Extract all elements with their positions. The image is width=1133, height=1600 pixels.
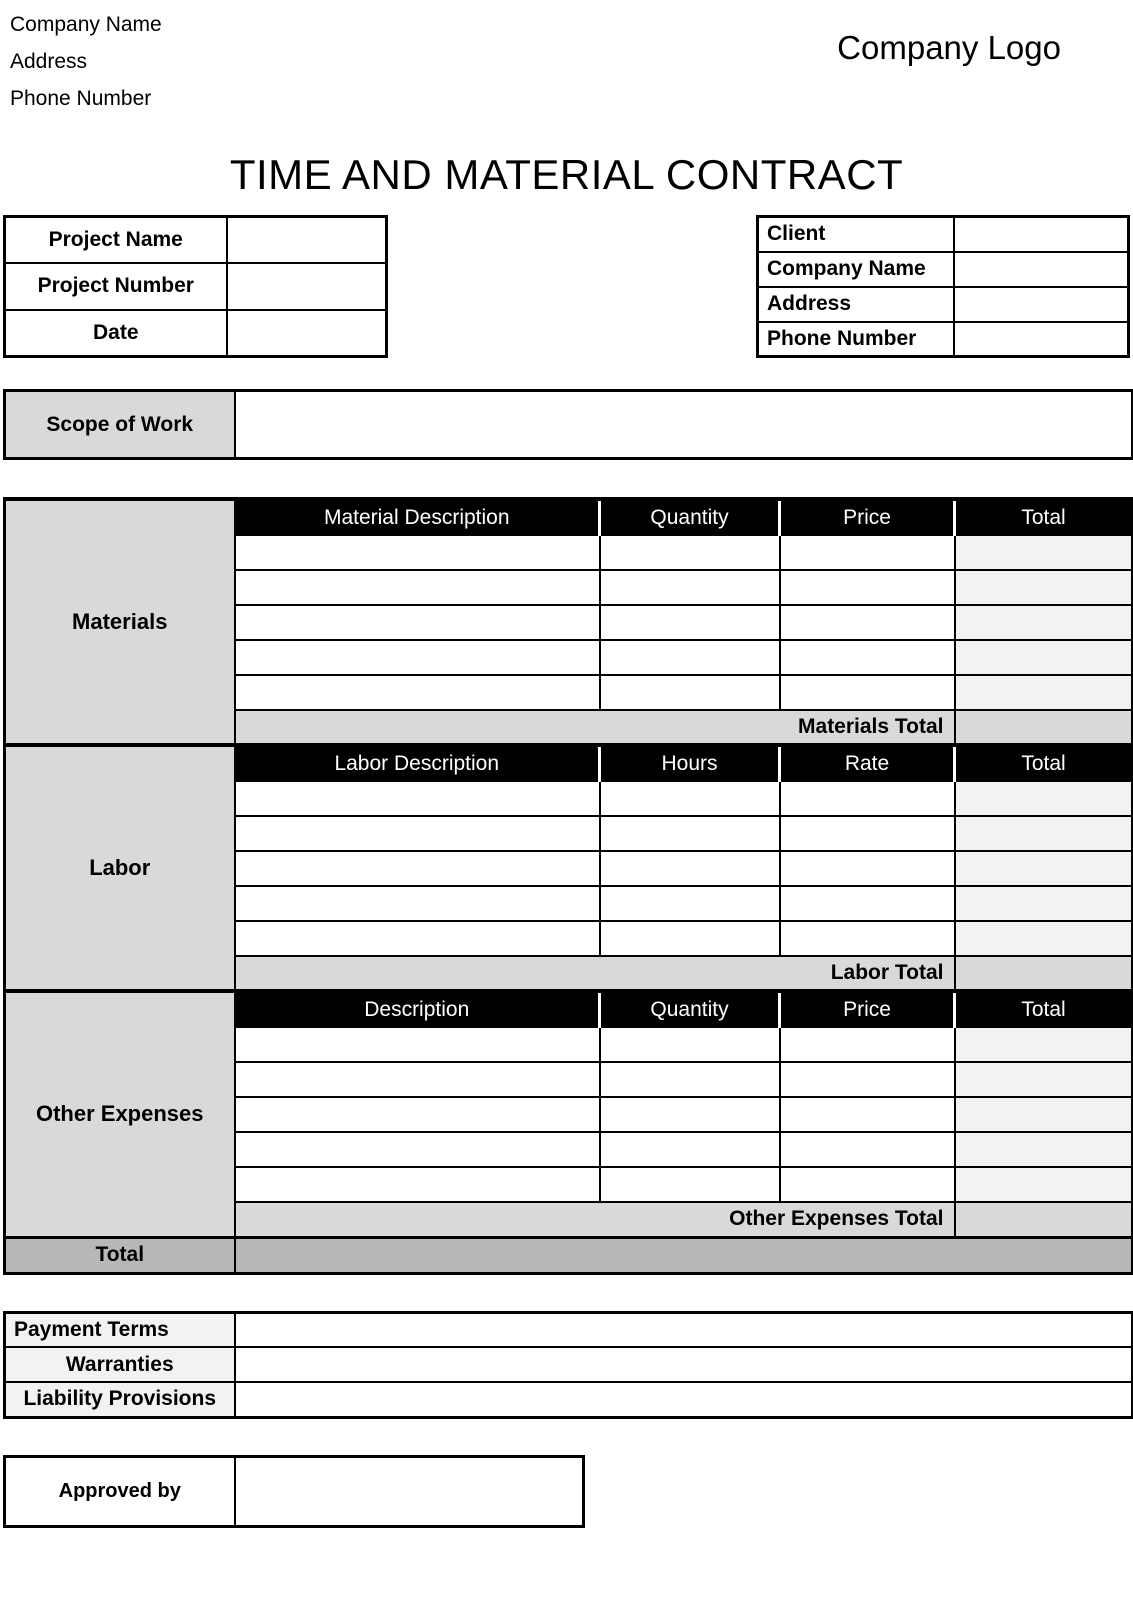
table-row (758, 217, 1129, 252)
labor-hours-cell[interactable] (600, 921, 780, 956)
other-expenses-price-cell[interactable] (780, 1062, 955, 1097)
materials-price-cell[interactable] (780, 570, 955, 605)
company-name-text: Company Name (10, 13, 162, 36)
labor-total-cell[interactable] (955, 886, 1133, 921)
materials-quantity-cell[interactable] (600, 675, 780, 710)
labor-header-row (5, 745, 1133, 781)
materials-description-cell[interactable] (235, 605, 600, 640)
other-expenses-header-row (5, 991, 1133, 1027)
labor-total-header: Total (955, 745, 1133, 781)
client-address-label: Address (758, 287, 954, 322)
materials-description-header: Material Description (235, 499, 600, 535)
project-name-value-cell[interactable] (227, 217, 387, 264)
other-expenses-description-cell[interactable] (235, 1027, 600, 1062)
scope-of-work-table (3, 389, 1133, 460)
other-expenses-price-header: Price (780, 991, 955, 1027)
materials-price-cell[interactable] (780, 640, 955, 675)
other-expenses-description-cell[interactable] (235, 1097, 600, 1132)
client-info-table (756, 215, 1130, 358)
client-company-name-label: Company Name (758, 252, 954, 287)
table-row (5, 1382, 1133, 1417)
date-value-cell[interactable] (227, 310, 387, 357)
approved-by-label: Approved by (5, 1456, 235, 1526)
materials-total-cell[interactable] (955, 570, 1133, 605)
client-phone-value-cell[interactable] (954, 322, 1129, 357)
project-number-label: Project Number (5, 263, 227, 310)
warranties-label: Warranties (5, 1347, 235, 1382)
client-value-cell[interactable] (954, 217, 1129, 252)
materials-total-value-cell[interactable] (955, 710, 1133, 745)
other-expenses-quantity-cell[interactable] (600, 1027, 780, 1062)
other-expenses-price-cell[interactable] (780, 1027, 955, 1062)
materials-total-label: Materials Total (235, 710, 955, 745)
grand-total-row (5, 1237, 1133, 1273)
other-expenses-total-label: Other Expenses Total (235, 1202, 955, 1237)
other-expenses-description-cell[interactable] (235, 1167, 600, 1202)
labor-description-cell[interactable] (235, 781, 600, 816)
client-company-name-value-cell[interactable] (954, 252, 1129, 287)
materials-quantity-cell[interactable] (600, 605, 780, 640)
other-expenses-quantity-cell[interactable] (600, 1132, 780, 1167)
table-row (5, 1312, 1133, 1347)
other-expenses-quantity-cell[interactable] (600, 1097, 780, 1132)
other-expenses-description-header: Description (235, 991, 600, 1027)
labor-total-cell[interactable] (955, 816, 1133, 851)
other-expenses-description-cell[interactable] (235, 1132, 600, 1167)
table-row (5, 1456, 584, 1526)
payment-terms-value-cell[interactable] (235, 1312, 1133, 1347)
labor-rate-cell[interactable] (780, 921, 955, 956)
other-expenses-total-cell[interactable] (955, 1132, 1133, 1167)
materials-description-cell[interactable] (235, 640, 600, 675)
labor-total-cell[interactable] (955, 851, 1133, 886)
other-expenses-quantity-header: Quantity (600, 991, 780, 1027)
labor-section-label: Labor (5, 745, 235, 991)
labor-description-cell[interactable] (235, 921, 600, 956)
materials-price-cell[interactable] (780, 535, 955, 570)
grand-total-label: Total (5, 1237, 235, 1273)
materials-price-cell[interactable] (780, 605, 955, 640)
company-phone-text: Phone Number (10, 87, 152, 110)
materials-section-label: Materials (5, 499, 235, 745)
project-info-table (3, 215, 388, 358)
table-row (758, 252, 1129, 287)
liability-provisions-label: Liability Provisions (5, 1382, 235, 1417)
labor-rate-cell[interactable] (780, 816, 955, 851)
scope-of-work-label: Scope of Work (5, 391, 235, 459)
materials-quantity-cell[interactable] (600, 640, 780, 675)
approved-by-signature-cell[interactable] (235, 1456, 584, 1526)
other-expenses-total-cell[interactable] (955, 1097, 1133, 1132)
scope-of-work-value-cell[interactable] (235, 391, 1133, 459)
labor-description-cell[interactable] (235, 816, 600, 851)
materials-total-cell[interactable] (955, 675, 1133, 710)
payment-terms-label: Payment Terms (5, 1312, 235, 1347)
other-expenses-quantity-cell[interactable] (600, 1062, 780, 1097)
labor-description-cell[interactable] (235, 851, 600, 886)
materials-description-cell[interactable] (235, 570, 600, 605)
other-expenses-price-cell[interactable] (780, 1167, 955, 1202)
labor-description-cell[interactable] (235, 886, 600, 921)
other-expenses-price-cell[interactable] (780, 1097, 955, 1132)
other-expenses-total-cell[interactable] (955, 1167, 1133, 1202)
other-expenses-total-cell[interactable] (955, 1062, 1133, 1097)
labor-description-header: Labor Description (235, 745, 600, 781)
labor-rate-cell[interactable] (780, 781, 955, 816)
table-row (758, 287, 1129, 322)
client-address-value-cell[interactable] (954, 287, 1129, 322)
info-tables-row (3, 215, 1130, 358)
client-label: Client (758, 217, 954, 252)
materials-header-row (5, 499, 1133, 535)
other-expenses-quantity-cell[interactable] (600, 1167, 780, 1202)
other-expenses-description-cell[interactable] (235, 1062, 600, 1097)
other-expenses-total-value-cell[interactable] (955, 1202, 1133, 1237)
other-expenses-section-label: Other Expenses (5, 991, 235, 1237)
materials-quantity-header: Quantity (600, 499, 780, 535)
table-row (5, 263, 387, 310)
document-header (0, 0, 1133, 117)
materials-total-cell[interactable] (955, 640, 1133, 675)
warranties-value-cell[interactable] (235, 1347, 1133, 1382)
other-expenses-total-cell[interactable] (955, 1027, 1133, 1062)
labor-hours-cell[interactable] (600, 816, 780, 851)
table-row (758, 322, 1129, 357)
other-expenses-price-cell[interactable] (780, 1132, 955, 1167)
company-logo-placeholder: Company Logo (837, 29, 1061, 66)
labor-hours-header: Hours (600, 745, 780, 781)
table-row (5, 1347, 1133, 1382)
table-row (5, 217, 387, 264)
materials-description-cell[interactable] (235, 675, 600, 710)
labor-total-value-cell[interactable] (955, 956, 1133, 991)
labor-rate-header: Rate (780, 745, 955, 781)
company-address-text: Address (10, 50, 88, 73)
labor-rate-cell[interactable] (780, 851, 955, 886)
labor-hours-cell[interactable] (600, 886, 780, 921)
company-info-block (10, 6, 162, 117)
labor-total-cell[interactable] (955, 781, 1133, 816)
materials-quantity-cell[interactable] (600, 535, 780, 570)
project-number-value-cell[interactable] (227, 263, 387, 310)
materials-price-cell[interactable] (780, 675, 955, 710)
table-row (5, 310, 387, 357)
materials-total-cell[interactable] (955, 605, 1133, 640)
labor-hours-cell[interactable] (600, 781, 780, 816)
costs-table (3, 497, 1133, 1275)
page-title: TIME AND MATERIAL CONTRACT (229, 151, 904, 198)
labor-rate-cell[interactable] (780, 886, 955, 921)
client-phone-label: Phone Number (758, 322, 954, 357)
terms-table (3, 1311, 1133, 1419)
table-row (5, 391, 1133, 459)
approval-table (3, 1455, 585, 1528)
labor-hours-cell[interactable] (600, 851, 780, 886)
other-expenses-total-header: Total (955, 991, 1133, 1027)
materials-quantity-cell[interactable] (600, 570, 780, 605)
materials-price-header: Price (780, 499, 955, 535)
liability-provisions-value-cell[interactable] (235, 1382, 1133, 1417)
project-name-label: Project Name (5, 217, 227, 264)
date-label: Date (5, 310, 227, 357)
labor-total-label: Labor Total (235, 956, 955, 991)
materials-total-header: Total (955, 499, 1133, 535)
labor-total-cell[interactable] (955, 921, 1133, 956)
materials-description-cell[interactable] (235, 535, 600, 570)
materials-total-cell[interactable] (955, 535, 1133, 570)
grand-total-value-cell[interactable] (235, 1237, 1133, 1273)
